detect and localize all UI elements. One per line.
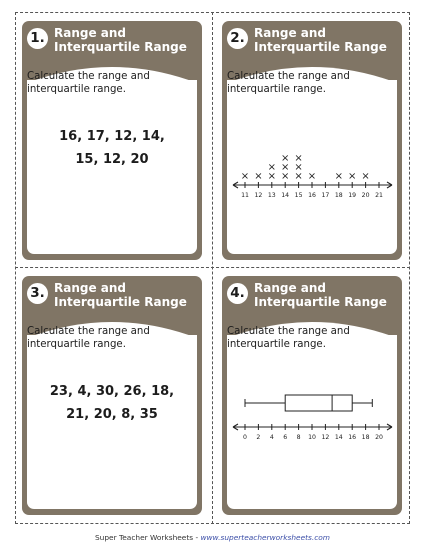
box-plot xyxy=(227,392,397,442)
box xyxy=(285,395,352,411)
tick-label: 11 xyxy=(241,192,249,199)
data-mark: × xyxy=(281,162,290,173)
footer-text: Super Teacher Worksheets - xyxy=(94,533,201,542)
data-mark: × xyxy=(307,171,317,182)
data-mark: × xyxy=(294,171,303,182)
task-card-1 xyxy=(22,21,202,260)
footer-link[interactable]: www.superteacherworksheets.com xyxy=(200,533,330,542)
instructions: Calculate the range and interquartile range. xyxy=(27,326,150,350)
tick-label: 8 xyxy=(296,434,301,441)
data-mark: × xyxy=(361,171,370,182)
task-card-3 xyxy=(22,276,202,515)
tick-label: 18 xyxy=(334,192,343,199)
tick-label: 14 xyxy=(334,434,343,441)
tick-label: 18 xyxy=(361,434,370,441)
card-number: 1. xyxy=(27,28,48,49)
data-mark: × xyxy=(281,153,290,164)
data-mark: × xyxy=(294,153,303,164)
instructions: Calculate the range and interquartile range. xyxy=(227,326,350,350)
card-title: Range and Interquartile Range xyxy=(54,281,187,309)
task-card-2 xyxy=(222,21,402,260)
instructions: Calculate the range and interquartile range. xyxy=(27,71,150,95)
tick-label: 16 xyxy=(348,434,357,441)
data-mark: × xyxy=(348,171,357,182)
data-set: 16, 17, 12, 14, 15, 12, 20 xyxy=(59,129,165,167)
data-mark: × xyxy=(267,171,276,182)
footer xyxy=(0,533,425,542)
tick-label: 14 xyxy=(281,192,290,199)
instructions: Calculate the range and interquartile range. xyxy=(227,71,350,95)
tick-label: 15 xyxy=(294,192,303,199)
card-number: 3. xyxy=(27,283,48,304)
tick-label: 20 xyxy=(361,192,370,199)
tick-label: 0 xyxy=(243,434,247,441)
tick-label: 17 xyxy=(321,192,330,199)
data-mark: × xyxy=(281,171,290,182)
tick-label: 19 xyxy=(348,192,357,199)
tick-label: 20 xyxy=(375,434,383,441)
tick-label: 12 xyxy=(321,434,330,441)
data-mark: × xyxy=(294,162,303,173)
tick-label: 12 xyxy=(254,192,263,199)
card-title: Range and Interquartile Range xyxy=(254,281,387,309)
tick-label: 13 xyxy=(267,192,276,199)
data-mark: × xyxy=(334,171,343,182)
task-card-4 xyxy=(222,276,402,515)
tick-label: 21 xyxy=(375,192,383,199)
line-plot xyxy=(227,133,397,203)
tick-label: 10 xyxy=(308,434,316,441)
card-number: 2. xyxy=(227,28,248,49)
tick-label: 16 xyxy=(308,192,316,199)
data-mark: × xyxy=(240,171,250,182)
data-mark: × xyxy=(254,171,263,182)
cut-line-vertical xyxy=(212,12,213,524)
tick-label: 6 xyxy=(283,434,288,441)
card-title: Range and Interquartile Range xyxy=(54,26,187,54)
data-set: 23, 4, 30, 26, 18, 21, 20, 8, 35 xyxy=(49,384,175,422)
card-title: Range and Interquartile Range xyxy=(254,26,387,54)
tick-label: 2 xyxy=(256,434,261,441)
cut-line-horizontal xyxy=(15,267,410,268)
data-mark: × xyxy=(267,162,276,173)
tick-label: 4 xyxy=(269,434,274,441)
card-number: 4. xyxy=(227,283,248,304)
